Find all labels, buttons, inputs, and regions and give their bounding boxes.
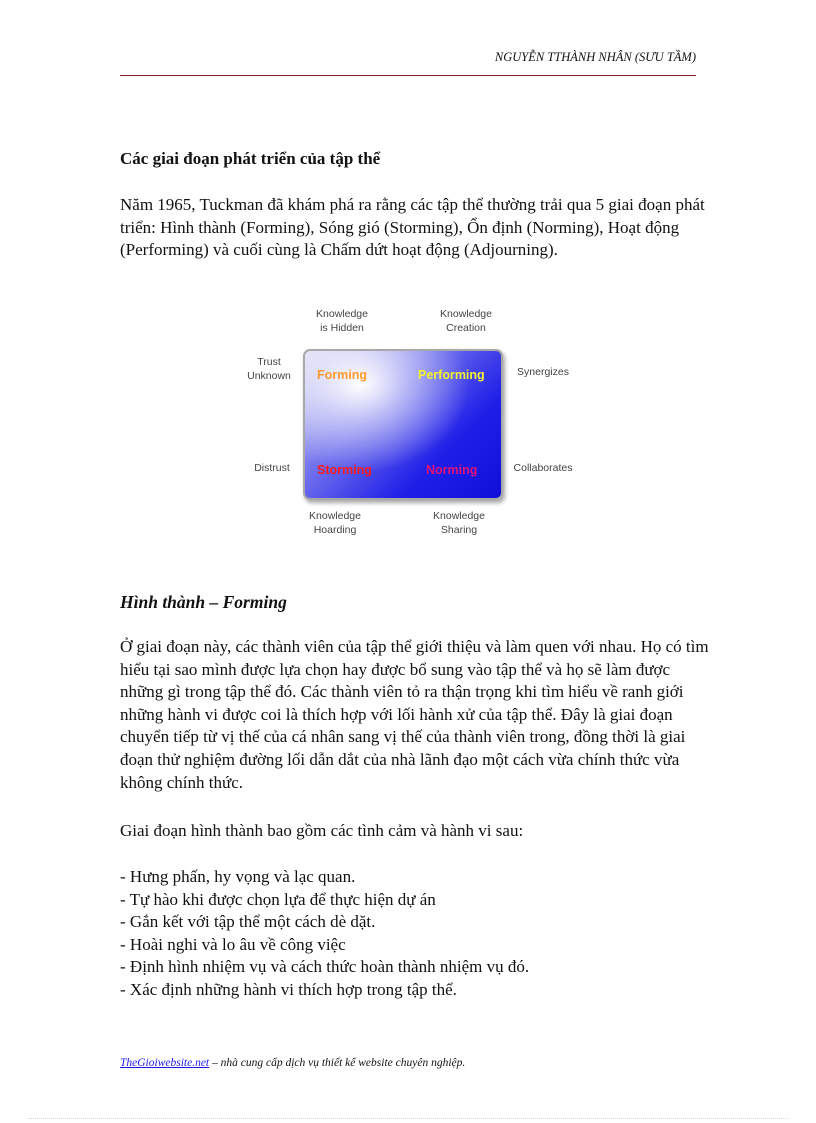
list-item: - Định hình nhiệm vụ và cách thức hoàn thành nhiệm vụ đó. [120,957,530,977]
subheading-forming: Hình thành – Forming [120,592,287,612]
label-distrust: Distrust [254,462,290,474]
stage-norming: Norming [426,463,478,477]
forming-paragraph: Ở giai đoạn này, các thành viên của tập thể giới thiệu và làm quen với nhau. Họ có tìm hiểu tại sao mình được lựa chọn hay được bổ sung vào tập thể và họ sẽ làm được những gì trong tập thể đó. Các thành viên tỏ ra thận trọng khi tìm hiểu về ranh giới những hành vi được coi là thích hợp với lối hành xử của tập thể. Đây là giai đoạn chuyển tiếp từ vị thế của cá nhân sang vị thế của thành viên trong, đồng thời là giai đoạn thử nghiệm đường lối dẫn dắt của nhà lãnh đạo một cách vừa chính thức vừa không chính thức. [120,637,709,792]
stage-storming: Storming [317,463,372,477]
page-bottom-divider [28,1118,788,1119]
label-knowledge-hoarding: Knowledge Hoarding [309,510,361,536]
label-knowledge-creation: Knowledge Creation [440,308,492,334]
footer-text: – nhà cung cấp dịch vụ thiết kế website chuyên nghiệp. [209,1057,466,1069]
list-item: - Tự hào khi được chọn lựa để thực hiện dự án [120,889,436,909]
section-title: Các giai đoạn phát triển của tập thể [120,149,381,168]
label-trust-unknown: Trust Unknown [247,356,291,382]
list-item: - Hưng phấn, hy vọng và lạc quan. [120,867,356,886]
stages-box [303,349,503,500]
stage-forming: Forming [317,368,367,382]
header-divider [120,75,696,76]
list-item: - Hoài nghi và lo âu về công việc [120,934,346,954]
page-footer [120,1057,465,1069]
list-item: - Xác định những hành vi thích hợp trong tập thể. [120,979,457,999]
label-knowledge-hidden: Knowledge is Hidden [316,308,368,334]
label-knowledge-sharing: Knowledge Sharing [433,510,485,536]
behaviors-list [120,866,710,1002]
list-item: - Gắn kết với tập thể một cách dè dặt. [120,912,376,932]
tuckman-diagram [240,300,580,545]
page-header-author: NGUYỄN TTHÀNH NHÂN (SƯU TẦM) [494,50,696,64]
behaviors-intro: Giai đoạn hình thành bao gồm các tình cảm và hành vi sau: [120,821,524,840]
stage-performing: Performing [418,368,485,382]
intro-paragraph: Năm 1965, Tuckman đã khám phá ra rằng các tập thể thường trải qua 5 giai đoạn phát triển: Hình thành (Forming), Sóng gió (Storming), Ổn định (Norming), Hoạt động (Performing) và cuối cùng là Chấm dứt hoạt động (Adjourning). [120,195,705,260]
label-synergizes: Synergizes [517,366,569,378]
label-collaborates: Collaborates [513,462,573,474]
footer-website-link[interactable]: TheGioiwebsite.net [120,1057,210,1069]
